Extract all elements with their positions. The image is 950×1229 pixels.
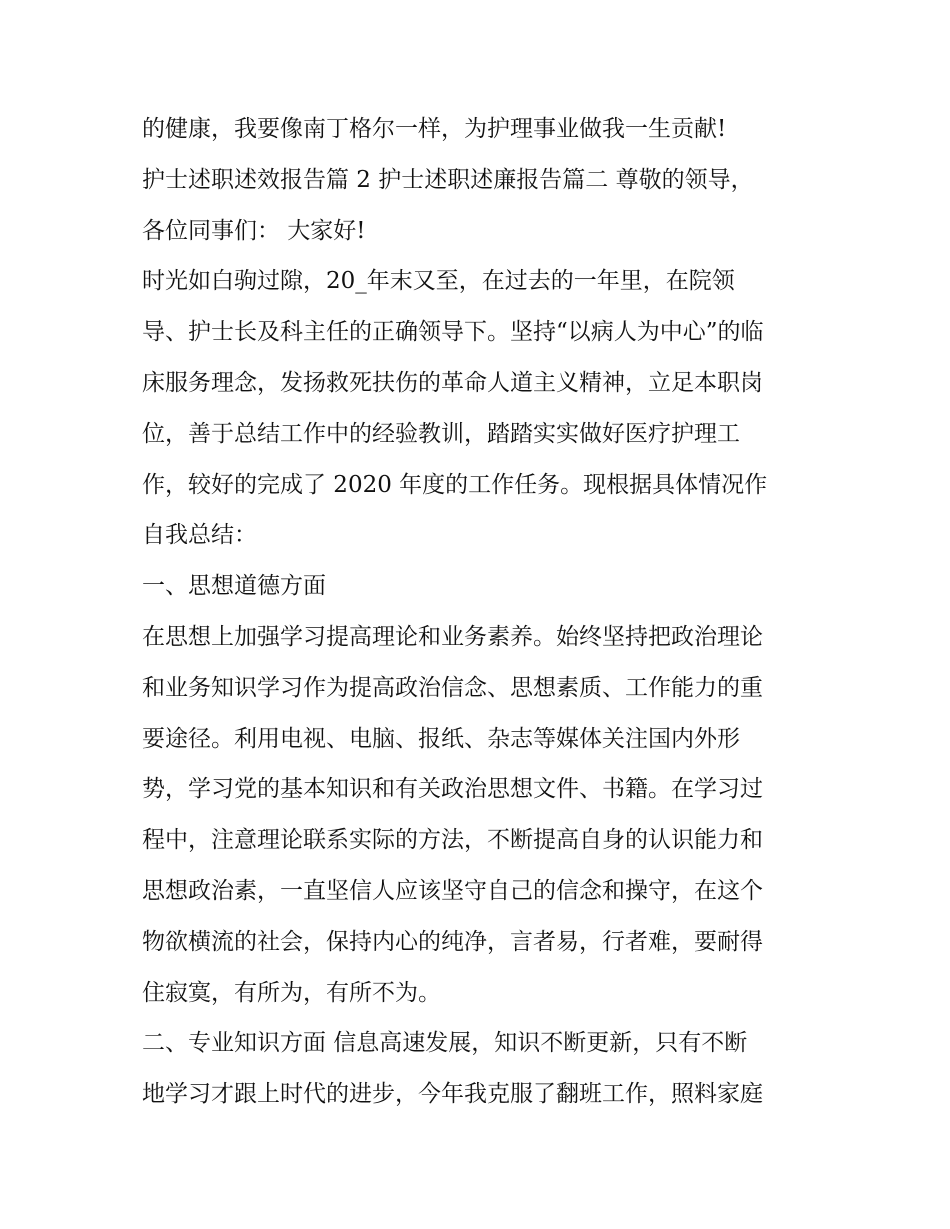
- text-line: 和业务知识学习作为提高政治信念、思想素质、工作能力的重: [142, 674, 763, 701]
- text-line: 地学习才跟上时代的进步，今年我克服了翻班工作，照料家庭: [142, 1081, 763, 1108]
- text-line: 住寂寞，有所为，有所不为。: [142, 979, 441, 1006]
- text-line: 各位同事们： 大家好!: [142, 217, 366, 244]
- text-line: 程中，注意理论联系实际的方法，不断提高自身的认识能力和: [142, 827, 763, 854]
- text-line: 在思想上加强学习提高理论和业务素养。始终坚持把政治理论: [142, 623, 763, 650]
- text-line: 的健康，我要像南丁格尔一样，为护理事业做我一生贡献!: [142, 116, 727, 142]
- text-line: 床服务理念，发扬救死扶伤的革命人道主义精神，立足本职岗: [142, 369, 763, 396]
- section-heading: 一、思想道德方面: [142, 573, 326, 600]
- text-line: 位，善于总结工作中的经验教训，踏踏实实做好医疗护理工: [142, 420, 740, 447]
- text-line: 时光如白驹过隙，20_年末又至，在过去的一年里，在院领: [142, 268, 735, 295]
- text-line: 物欲横流的社会，保持内心的纯净，言者易，行者难，要耐得: [142, 928, 763, 955]
- section-heading: 二、专业知识方面 信息高速发展，知识不断更新，只有不断: [142, 1030, 748, 1057]
- document-body: [142, 104, 822, 1120]
- text-line: 护士述职述效报告篇 2 护士述职述廉报告篇二 尊敬的领导，: [142, 166, 754, 193]
- text-line: 自我总结：: [142, 522, 257, 549]
- text-line: 导、护士长及科主任的正确领导下。坚持“以病人为中心”的临: [142, 319, 764, 346]
- text-line: 要途径。利用电视、电脑、报纸、杂志等媒体关注国内外形: [142, 725, 740, 752]
- text-line: 作，较好的完成了 2020 年度的工作任务。现根据具体情况作: [142, 471, 768, 498]
- text-line: 势，学习党的基本知识和有关政治思想文件、书籍。在学习过: [142, 776, 763, 803]
- text-line: 思想政治素，一直坚信人应该坚守自己的信念和操守，在这个: [142, 877, 763, 904]
